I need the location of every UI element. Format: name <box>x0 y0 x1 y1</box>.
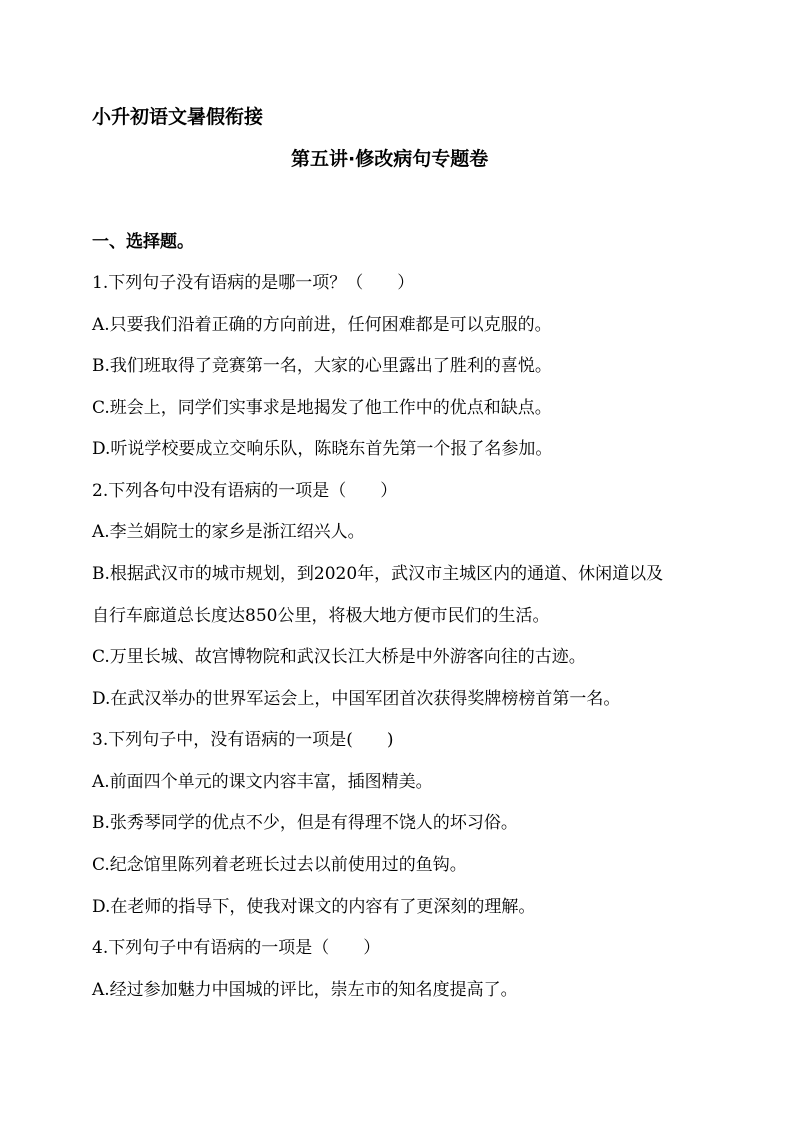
question-2-option-b-continued: 自行车廊道总长度达850公里，将极大地方便市民们的生活。 <box>92 606 550 626</box>
question-3-option-d: D.在老师的指导下，使我对课文的内容有了更深刻的理解。 <box>92 897 536 917</box>
question-4-stem: 4.下列句子中有语病的一项是（ ） <box>92 938 381 958</box>
question-3-option-a: A.前面四个单元的课文内容丰富，插图精美。 <box>92 772 433 792</box>
question-1-stem: 1.下列句子没有语病的是哪一项？（ ） <box>92 273 415 293</box>
lecture-title: 第五讲·修改病句专题卷 <box>291 148 489 170</box>
question-4-option-a: A.经过参加魅力中国城的评比，崇左市的知名度提高了。 <box>92 980 518 1000</box>
question-3-option-c: C.纪念馆里陈列着老班长过去以前使用过的鱼钩。 <box>92 855 467 875</box>
section-heading: 一、选择题。 <box>92 232 194 252</box>
question-2-option-d: D.在武汉举办的世界军运会上，中国军团首次获得奖牌榜榜首第一名。 <box>92 689 621 709</box>
question-2-option-b: B.根据武汉市的城市规划，到2020年，武汉市主城区内的通道、休闲道以及 <box>92 564 664 584</box>
question-2-option-c: C.万里长城、故宫博物院和武汉长江大桥是中外游客向往的古迹。 <box>92 647 586 667</box>
question-2-stem: 2.下列各句中没有语病的一项是（ ） <box>92 481 398 501</box>
question-1-option-a: A.只要我们沿着正确的方向前进，任何困难都是可以克服的。 <box>92 315 552 335</box>
question-2-option-a: A.李兰娟院士的家乡是浙江绍兴人。 <box>92 522 365 542</box>
question-1-option-b: B.我们班取得了竞赛第一名，大家的心里露出了胜利的喜悦。 <box>92 356 552 376</box>
question-1-option-c: C.班会上，同学们实事求是地揭发了他工作中的优点和缺点。 <box>92 398 552 418</box>
series-title: 小升初语文暑假衔接 <box>92 106 264 128</box>
question-1-option-d: D.听说学校要成立交响乐队，陈晓东首先第一个报了名参加。 <box>92 439 553 459</box>
question-3-option-b: B.张秀琴同学的优点不少，但是有得理不饶人的坏习俗。 <box>92 813 518 833</box>
question-3-stem: 3.下列句子中，没有语病的一项是( ) <box>92 730 394 750</box>
